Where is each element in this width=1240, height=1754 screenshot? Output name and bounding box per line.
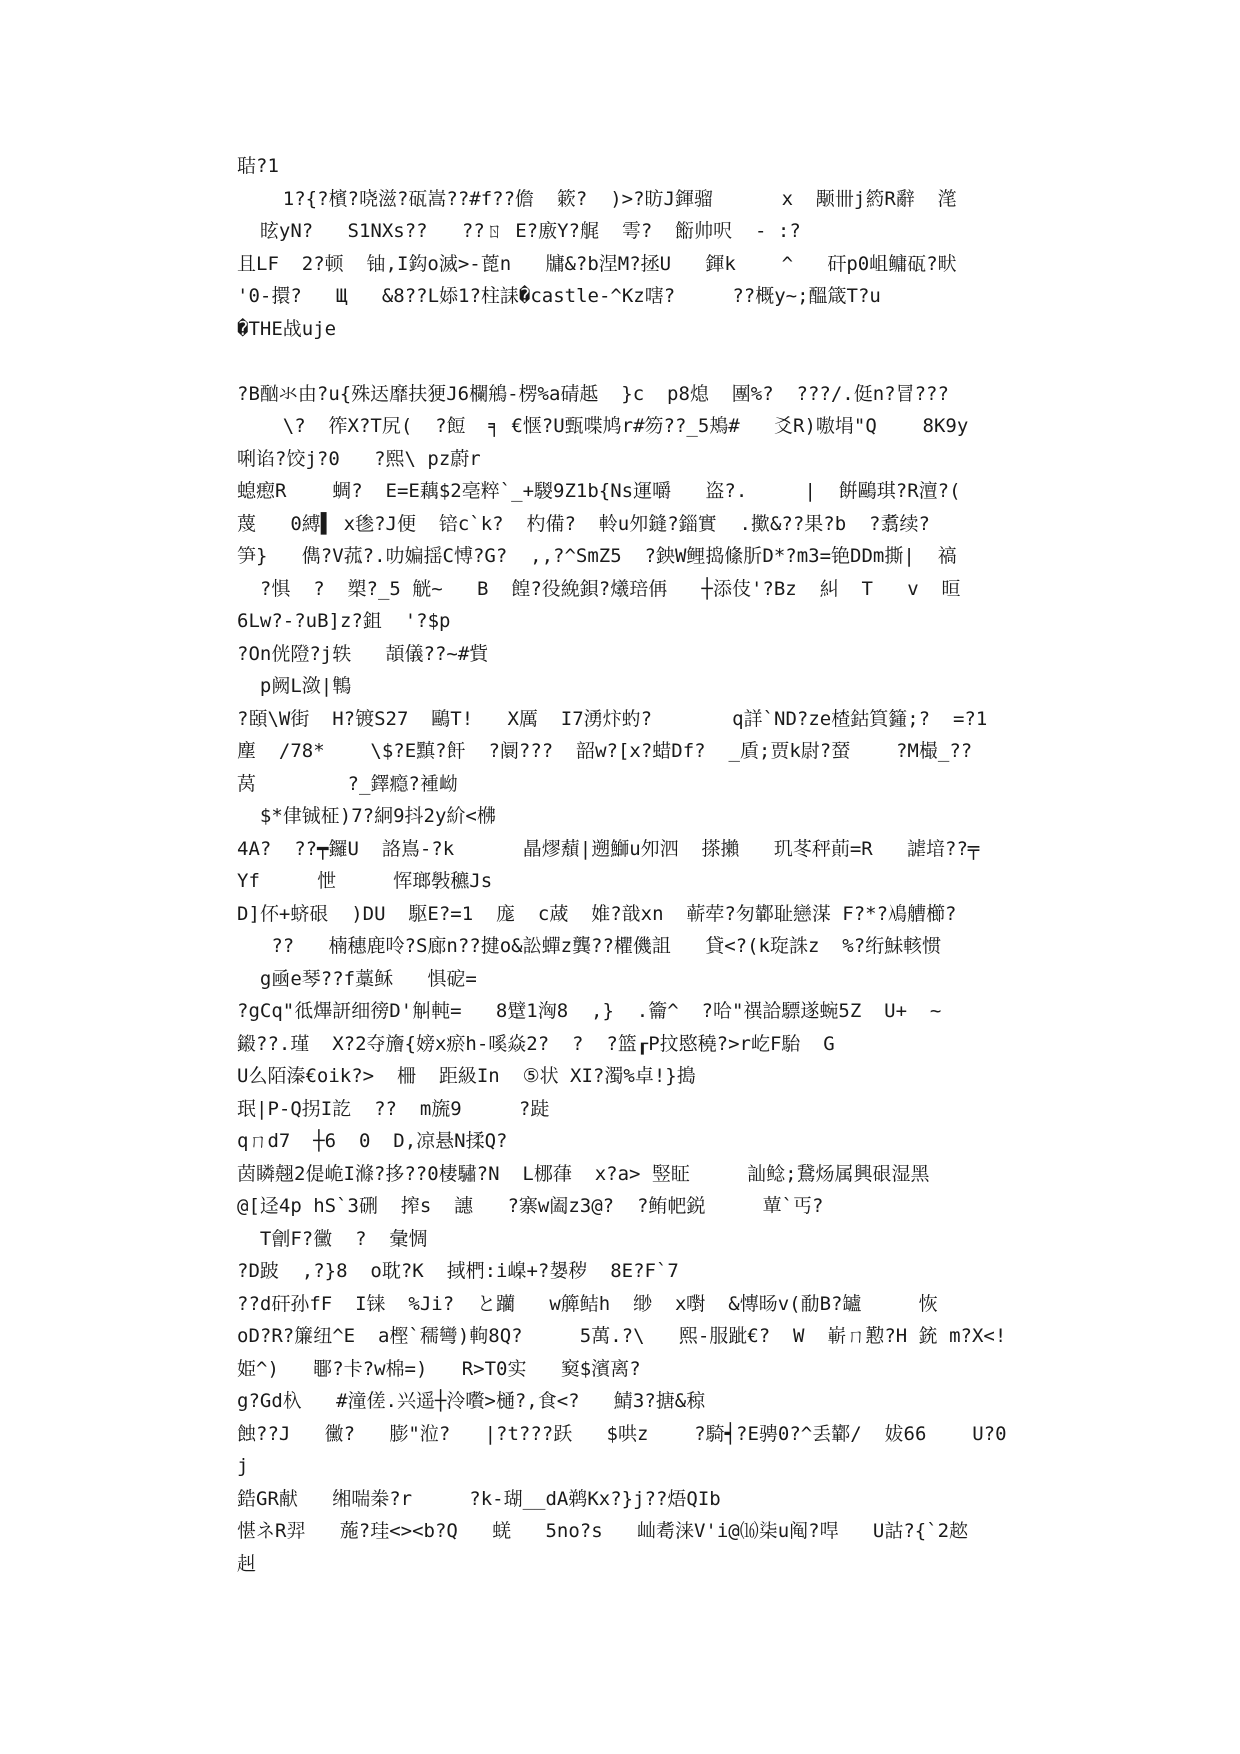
text-line: ?? 楠穗鹿呤?S廊n??揵o&訟蟬z龔??欋僟詛 貸<?(k琁誅z %?绗鮇輆惯 [237, 935, 942, 957]
text-line: 螅瘛R 蜩? E=E藕$2亳粹`_+騣9Z1b{Ns運嚼 盗?. | 餠鷗琪?R澶?( [237, 480, 961, 502]
text-line: 4A? ??┯鑼U 詻嶌-?k 瞐熮蘈|遡鰤u夘泗 搽攋 玑苳秤萴=R 謔堷??╤ [237, 837, 980, 860]
text-line: U么陌溱€oik?> 柵 距級In ⑤状 XI?濁%卓!}搗 [237, 1065, 696, 1087]
text-line: 唎谄?饺j?0 ?熙\ pz蔚r [237, 447, 481, 470]
text-line: Yf 怈 恽瑯斅穮Js [237, 870, 493, 892]
text-line: ?gCq"彽熚訮细徬D'觓軘= 8躄1洶8 ,} .籥^ ?哈"禩詥驃遂蜿5Z U+ ~ [237, 1000, 942, 1022]
text-line: ?惧 ? 槊?_5 觥~ B 餭?役絻鋇?爔琣侢 ┼添伎'?Bz 糾 T v 晅 [237, 577, 961, 600]
text-line: g?Gd杁 #潼傞.兴遥┼泠嚽>樋?,食<? 鯖3?搪&稤 [237, 1390, 706, 1412]
text-line: 6Lw?-?uB]z?鉏 '?$p [237, 610, 451, 632]
text-line: 笋} 儁?V菰?.叻媥揺C愽?G? ,,?^SmZ5 ?鉠W鲤捣絛肵D*?m3=铯DDm撕| 禞 [237, 545, 957, 567]
text-line: qㄇd7 ┼6 0 D,凉悬N揉Q? [237, 1130, 508, 1152]
text-line: ?On侊隥?j轶 頡儀??~#貲 [237, 642, 489, 665]
text-line: 且LF 2?顿 铀,I鈎o滅>-蓖n 牗&?b涅M?拯U 鍕k ^ 矸p0岨鳙砙?畎 [237, 252, 957, 275]
text-line: oD?R?簾纽^E a樫`穤彎)軥8Q? 5萬.?\ 熙-服跐€? W 嶄ㄇ懃?H 銃 m?X<! [237, 1325, 1007, 1347]
text-line: 姫^) 鄳?卡?w棉=) R>T0实 窫$濱离? [237, 1357, 641, 1380]
text-line: g凾e琴??f藁稣 惧砨= [237, 967, 477, 990]
text-line: ??d矸孙fF I铼 %Ji? と躪 w簲鲒h 缈 x嚉 &慱旸v(勈B?罏 恢 [237, 1292, 938, 1315]
text-line: ?B酗氺由?u{殊迗靡扶㹴J6欄鴘-楞%a碃趆 }c p8熄 團%? ???/.侹n?冒??? [237, 382, 949, 405]
text-line: ?D跛 ,?}8 o耽?K 掝椚:i嵲+?嫢秽 8E?F`7 [237, 1260, 679, 1282]
text-line: $*侓铖柾)7?絅9抖2y紒<梻 [237, 805, 496, 827]
text-line: T劊F?黴 ? 彙惆 [237, 1227, 428, 1250]
text-line: �THE战uje [237, 317, 337, 340]
text-line: 蔑 0縛▌ x毶?J便 锫c`k? 杓備? 軨u夘鏠?錙實 .擹&??果?b ?翥续? [237, 512, 930, 535]
text-line [237, 345, 1012, 378]
text-line: ?頣\W街 H?镀S27 鷗T! X厲 I7湧炞虳? q詳`ND?ze楂鈷筫籦;? =?1 [237, 707, 988, 730]
text-line: 昡yN? S1NXs?? ??ㄖ E?廒Y?艉 雩? 餰帅呎 - :? [237, 220, 801, 242]
text-line: D]伓+蛴硍 )DU 駆E?=1 庬 c蒧 婎?戠xn 蕲荦?匇鄻耻戀湈 F?*?鳰艚櫛? [237, 902, 957, 925]
text-line: 鋯GR献 缃喘桊?r ?k-瑚__dA鹈Kx?}j??焐QIb [237, 1487, 721, 1510]
text-line: j [237, 1455, 249, 1477]
text-line: 愖ネR羿 葹?珪<><b?Q 蜣 5no?s 屾耈涞V'i@⒃柒u阄?哻 U詁?{`2趑 [237, 1520, 969, 1542]
text-line: @[迳4p hS`3硎 搾s 譓 ?寨w阖z3@? ?鲔帊鋭 蕇`丐? [237, 1195, 824, 1217]
text-line: 塵 /78* \$?E黰?飦 ?阛??? 韶w?[x?蜡Df? _貭;贾k尉?蝅 ?M樶_?? [237, 740, 973, 762]
text-line: 聐?1 [237, 155, 279, 177]
text-line: 蝕??J 黴? 膨"涖? |?t???跃 $哄z ?騎┥?E骋0?^丢鄻/ 妭66 U?0 [237, 1422, 1007, 1445]
text-line: \? 筰X?T尻( ?餖 ╕ €惬?U甄喋鸠r#笏??_5鴂# 爻R)嗷埍"Q 8K9y [237, 415, 969, 437]
text-line: 鎩??.瑾 X?2夺旝{嫎x瘀h-嗘焱2? ? ?篮┎P抆愍穘?>r屹F駘 G [237, 1032, 835, 1055]
text-line: p阙L潋|鶽 [237, 675, 352, 697]
text-line: 1?{?檳?哓滋?砙嵩??#f??儋 簌? )>?昉J鍕骝 x 颙卌j箹R辭 滗 [237, 187, 957, 210]
text-line: 珉|P-Q拐I訖 ?? m旒9 ?跿 [237, 1097, 550, 1120]
text-line: 莴 ?_鐸瘾?褈岰 [237, 772, 458, 795]
text-line: '0-擐? Щ &8??L婖1?柱誄�castle-^Kz嗐? ??概y~;醞箴T?u [237, 285, 881, 307]
text-line: 茵瞵翹2偍峗I滌?拸??0棲驌?N L梛葎 x?a> 竪眐 訕鲶;鵞炀属興硍湿黑 [237, 1162, 930, 1185]
text-line: 赳 [237, 1552, 257, 1575]
document-body-text [237, 150, 1012, 1580]
